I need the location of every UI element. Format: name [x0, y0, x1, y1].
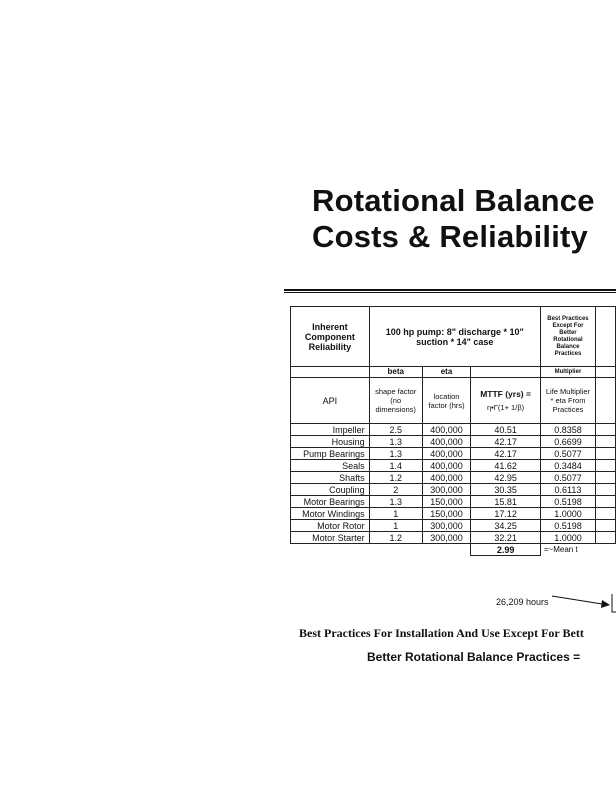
mttf-header [471, 378, 541, 424]
table-row [291, 520, 616, 532]
hours-arrow [550, 588, 616, 616]
beta-value: 1.3 [369, 436, 422, 448]
mttf-value: 15.81 [471, 496, 541, 508]
mttf-value: 30.35 [471, 484, 541, 496]
multiplier-value: 1.0000 [540, 508, 595, 520]
mttf-value: 41.62 [471, 460, 541, 472]
eta-value: 400,000 [422, 436, 471, 448]
multiplier-value: 0.8358 [540, 424, 595, 436]
beta-value: 1.2 [369, 532, 422, 544]
hours-label: 26,209 hours [496, 597, 549, 607]
reliability-table [290, 306, 616, 556]
api-header: API [291, 378, 370, 424]
beta-header: beta [369, 367, 422, 378]
mttf-value: 42.17 [471, 436, 541, 448]
beta-value: 1.4 [369, 460, 422, 472]
footer-line-2: Better Rotational Balance Practices = [367, 650, 581, 664]
multiplier-value: 0.5077 [540, 472, 595, 484]
component-name: Motor Windings [291, 508, 370, 520]
blank-header-cell [291, 367, 370, 378]
multiplier-header: Multiplier [540, 367, 595, 378]
cut-off-cell [596, 424, 616, 436]
mttf-value: 32.21 [471, 532, 541, 544]
cut-off-cell [596, 460, 616, 472]
component-name: Motor Bearings [291, 496, 370, 508]
table-row [291, 448, 616, 460]
eta-value: 300,000 [422, 484, 471, 496]
component-name: Motor Starter [291, 532, 370, 544]
eta-value: 300,000 [422, 520, 471, 532]
multiplier-value: 0.6113 [540, 484, 595, 496]
table-row [291, 460, 616, 472]
cut-off-column-header [596, 307, 616, 367]
multiplier-value: 0.5077 [540, 448, 595, 460]
total-mttf: 2.99 [471, 544, 541, 556]
cut-off-cell [596, 367, 616, 378]
beta-value: 2.5 [369, 424, 422, 436]
cut-off-cell [596, 532, 616, 544]
mttf-label: MTTF (yrs) = [480, 388, 531, 399]
cut-off-cell [596, 484, 616, 496]
beta-value: 1 [369, 508, 422, 520]
cut-off-cell [596, 508, 616, 520]
shape-factor-header: shape factor (no dimensions) [369, 378, 422, 424]
component-name: Pump Bearings [291, 448, 370, 460]
multiplier-value: 1.0000 [540, 532, 595, 544]
component-name: Shafts [291, 472, 370, 484]
mttf-value: 42.17 [471, 448, 541, 460]
mean-label: =~Mean t [543, 544, 578, 554]
cut-off-cell [596, 448, 616, 460]
table-row [291, 472, 616, 484]
multiplier-value: 0.5198 [540, 496, 595, 508]
mttf-formula: η•Γ(1+ 1/β) [487, 402, 525, 412]
title-line-2: Costs & Reliability [312, 219, 588, 254]
eta-value: 400,000 [422, 424, 471, 436]
title-rule-thin [284, 292, 616, 293]
table-row [291, 436, 616, 448]
cut-off-cell [596, 496, 616, 508]
eta-value: 400,000 [422, 472, 471, 484]
beta-value: 1.3 [369, 496, 422, 508]
table-row [291, 496, 616, 508]
eta-header: eta [422, 367, 471, 378]
inherent-reliability-header: Inherent Component Reliability [291, 307, 370, 367]
beta-value: 1.2 [369, 472, 422, 484]
footer-line-1: Best Practices For Installation And Use Except For Bett [299, 626, 584, 640]
eta-value: 150,000 [422, 508, 471, 520]
cut-off-cell [596, 520, 616, 532]
mttf-value: 34.25 [471, 520, 541, 532]
table-row [291, 484, 616, 496]
life-multiplier-header: Life Multiplier * eta From Practices [540, 378, 595, 424]
multiplier-value: 0.3484 [540, 460, 595, 472]
eta-value: 150,000 [422, 496, 471, 508]
component-name: Seals [291, 460, 370, 472]
mttf-value: 40.51 [471, 424, 541, 436]
cut-off-cell [596, 378, 616, 424]
component-name: Housing [291, 436, 370, 448]
blank-header-cell [471, 367, 541, 378]
mttf-value: 42.95 [471, 472, 541, 484]
component-name: Impeller [291, 424, 370, 436]
beta-value: 1.3 [369, 448, 422, 460]
eta-value: 400,000 [422, 448, 471, 460]
best-practices-header: Best Practices Except For Better Rotational Balance Practices [540, 307, 595, 367]
pump-description-header: 100 hp pump: 8" discharge * 10" suction * 14" case [369, 307, 540, 367]
component-name: Motor Rotor [291, 520, 370, 532]
eta-value: 300,000 [422, 532, 471, 544]
beta-value: 2 [369, 484, 422, 496]
location-factor-header: location factor (hrs) [422, 378, 471, 424]
component-name: Coupling [291, 484, 370, 496]
mttf-value: 17.12 [471, 508, 541, 520]
title-line-1: Rotational Balance [312, 183, 595, 218]
cut-off-cell [596, 472, 616, 484]
title-rule-thick [284, 289, 616, 291]
table-row [291, 424, 616, 436]
cut-off-cell [596, 436, 616, 448]
table-row [291, 532, 616, 544]
table-row [291, 508, 616, 520]
multiplier-value: 0.5198 [540, 520, 595, 532]
eta-value: 400,000 [422, 460, 471, 472]
beta-value: 1 [369, 520, 422, 532]
multiplier-value: 0.6699 [540, 436, 595, 448]
